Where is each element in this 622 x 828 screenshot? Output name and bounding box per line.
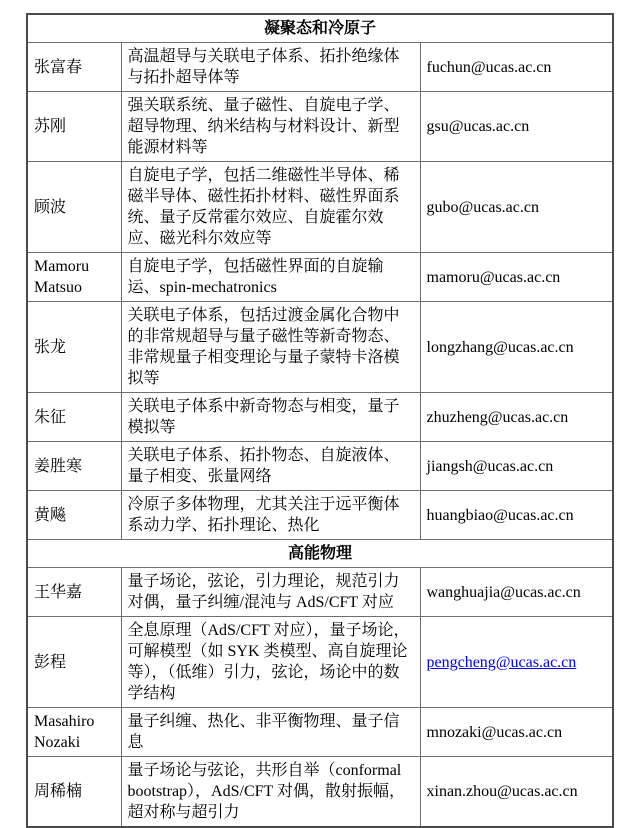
table-row — [27, 92, 613, 162]
email-address: mamoru@ucas.ac.cn — [420, 253, 613, 302]
table-row — [27, 43, 613, 92]
email-address: fuchun@ucas.ac.cn — [420, 43, 613, 92]
table-row — [27, 708, 613, 757]
email-address: jiangsh@ucas.ac.cn — [420, 442, 613, 491]
research-areas: 全息原理（AdS/CFT 对应），量子场论，可解模型（如 SYK 类模型、高自旋理论等），（低维）引力，弦论，场论中的数学结构 — [121, 617, 420, 708]
table-row — [27, 442, 613, 491]
email-address: gsu@ucas.ac.cn — [420, 92, 613, 162]
table-row — [27, 568, 613, 617]
research-areas: 强关联系统、量子磁性、自旋电子学、超导物理、纳米结构与材料设计、新型能源材料等 — [121, 92, 420, 162]
researcher-name: 姜胜寒 — [27, 442, 121, 491]
table-row — [27, 491, 613, 540]
email-address: zhuzheng@ucas.ac.cn — [420, 393, 613, 442]
email-address: mnozaki@ucas.ac.cn — [420, 708, 613, 757]
table-row — [27, 162, 613, 253]
researcher-name: 顾波 — [27, 162, 121, 253]
email-address: wanghuajia@ucas.ac.cn — [420, 568, 613, 617]
research-areas: 量子场论，弦论，引力理论，规范引力对偶，量子纠缠/混沌与 AdS/CFT 对应 — [121, 568, 420, 617]
section-header: 凝聚态和冷原子 — [27, 14, 613, 43]
section-header-row — [27, 14, 613, 43]
document-page — [26, 13, 612, 828]
researcher-name: 黄飚 — [27, 491, 121, 540]
email-link[interactable]: pengcheng@ucas.ac.cn — [426, 653, 577, 671]
research-areas: 自旋电子学，包括二维磁性半导体、稀磁半导体、磁性拓扑材料、磁性界面系统、量子反常霍尔效应、自旋霍尔效应、磁光科尔效应等 — [121, 162, 420, 253]
researcher-name: 张龙 — [27, 302, 121, 393]
table-row — [27, 393, 613, 442]
table-row — [27, 302, 613, 393]
section-header-row — [27, 540, 613, 568]
research-areas: 高温超导与关联电子体系、拓扑绝缘体与拓扑超导体等 — [121, 43, 420, 92]
section-header: 高能物理 — [27, 540, 613, 568]
research-areas: 自旋电子学，包括磁性界面的自旋输运、spin-mechatronics — [121, 253, 420, 302]
research-areas: 量子纠缠、热化、非平衡物理、量子信息 — [121, 708, 420, 757]
table-row — [27, 757, 613, 828]
researcher-name: Mamoru Matsuo — [27, 253, 121, 302]
email-address: longzhang@ucas.ac.cn — [420, 302, 613, 393]
researcher-name: 王华嘉 — [27, 568, 121, 617]
researcher-name: 周稀楠 — [27, 757, 121, 828]
researcher-name: 彭程 — [27, 617, 121, 708]
researcher-name: 朱征 — [27, 393, 121, 442]
research-areas: 冷原子多体物理，尤其关注于远平衡体系动力学、拓扑理论、热化 — [121, 491, 420, 540]
research-areas: 关联电子体系、拓扑物态、自旋液体、量子相变、张量网络 — [121, 442, 420, 491]
email-address: xinan.zhou@ucas.ac.cn — [420, 757, 613, 828]
research-areas: 关联电子体系中新奇物态与相变，量子模拟等 — [121, 393, 420, 442]
table-row — [27, 253, 613, 302]
email-cell — [420, 617, 613, 708]
researcher-name: 张富春 — [27, 43, 121, 92]
table-row — [27, 617, 613, 708]
research-areas: 量子场论与弦论，共形自举（conformal bootstrap），AdS/CFT 对偶，散射振幅，超对称与超引力 — [121, 757, 420, 828]
researcher-name: Masahiro Nozaki — [27, 708, 121, 757]
email-address: huangbiao@ucas.ac.cn — [420, 491, 613, 540]
email-address: gubo@ucas.ac.cn — [420, 162, 613, 253]
research-areas: 关联电子体系，包括过渡金属化合物中的非常规超导与量子磁性等新奇物态、非常规量子相变理论与量子蒙特卡洛模拟等 — [121, 302, 420, 393]
researcher-name: 苏刚 — [27, 92, 121, 162]
faculty-table — [26, 13, 614, 828]
